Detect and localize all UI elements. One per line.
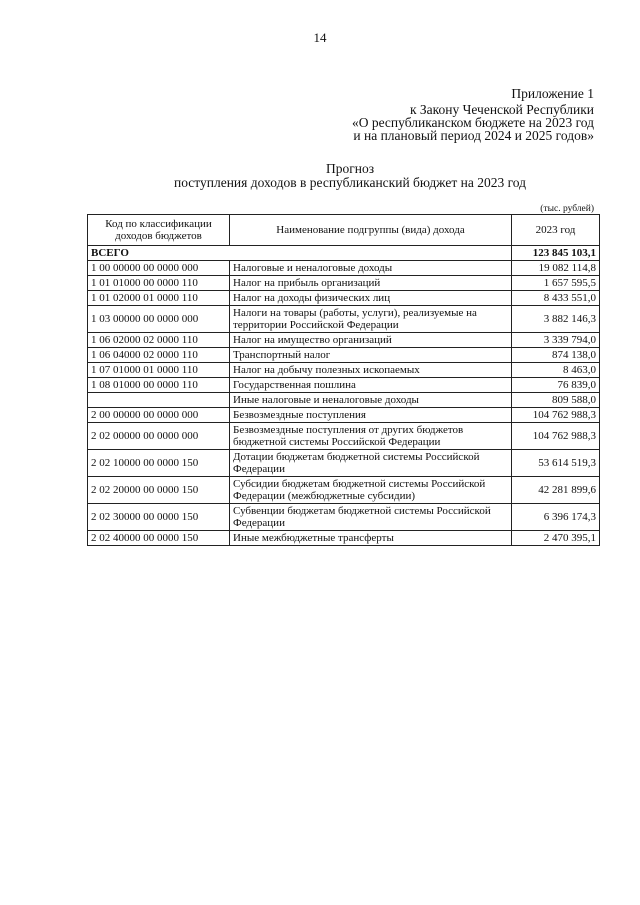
row-name: Налог на добычу полезных ископаемых xyxy=(230,363,512,378)
header-name: Наименование подгруппы (вида) дохода xyxy=(230,215,512,246)
row-name: Налог на доходы физических лиц xyxy=(230,291,512,306)
row-name: Субсидии бюджетам бюджетной системы Российской Федерации (межбюджетные субсидии) xyxy=(230,477,512,504)
appendix-line: «О республиканском бюджете на 2023 год xyxy=(351,115,594,130)
document-title xyxy=(0,162,640,190)
appendix-line: к Закону Чеченской Республики xyxy=(409,102,594,117)
row-code: 1 00 00000 00 0000 000 xyxy=(88,261,230,276)
appendix-header xyxy=(352,87,594,142)
appendix-line: и на плановый период 2024 и 2025 годов» xyxy=(353,128,594,143)
table-row xyxy=(88,276,600,291)
row-name: Налог на имущество организаций xyxy=(230,333,512,348)
table-header-row xyxy=(88,215,600,246)
row-code: 1 06 02000 02 0000 110 xyxy=(88,333,230,348)
row-name: Налоги на товары (работы, услуги), реализуемые на территории Российской Федерации xyxy=(230,306,512,333)
row-code: 2 02 30000 00 0000 150 xyxy=(88,504,230,531)
row-code: 1 08 01000 00 0000 110 xyxy=(88,378,230,393)
table-row xyxy=(88,408,600,423)
units-note: (тыс. рублей) xyxy=(540,204,594,214)
row-code xyxy=(88,393,230,408)
row-code: 2 02 40000 00 0000 150 xyxy=(88,531,230,546)
row-name: Транспортный налог xyxy=(230,348,512,363)
row-code: 2 02 10000 00 0000 150 xyxy=(88,450,230,477)
table-row xyxy=(88,333,600,348)
row-code: 2 00 00000 00 0000 000 xyxy=(88,408,230,423)
table-row xyxy=(88,261,600,276)
row-value: 104 762 988,3 xyxy=(512,423,600,450)
row-code: 1 06 04000 02 0000 110 xyxy=(88,348,230,363)
row-value: 8 433 551,0 xyxy=(512,291,600,306)
row-value: 1 657 595,5 xyxy=(512,276,600,291)
row-code: 2 02 20000 00 0000 150 xyxy=(88,477,230,504)
row-value: 2 470 395,1 xyxy=(512,531,600,546)
table-row xyxy=(88,363,600,378)
row-name: Субвенции бюджетам бюджетной системы Российской Федерации xyxy=(230,504,512,531)
table-row xyxy=(88,504,600,531)
row-value: 874 138,0 xyxy=(512,348,600,363)
table-row xyxy=(88,348,600,363)
row-code: 1 01 01000 00 0000 110 xyxy=(88,276,230,291)
total-value: 123 845 103,1 xyxy=(512,246,600,261)
row-value: 53 614 519,3 xyxy=(512,450,600,477)
header-code: Код по классификации доходов бюджетов xyxy=(88,215,230,246)
row-name: Налоговые и неналоговые доходы xyxy=(230,261,512,276)
row-name: Иные налоговые и неналоговые доходы xyxy=(230,393,512,408)
header-value: 2023 год xyxy=(512,215,600,246)
row-code: 1 03 00000 00 0000 000 xyxy=(88,306,230,333)
row-value: 104 762 988,3 xyxy=(512,408,600,423)
row-value: 76 839,0 xyxy=(512,378,600,393)
revenue-table xyxy=(87,214,600,546)
row-value: 42 281 899,6 xyxy=(512,477,600,504)
title-line: поступления доходов в республиканский бюджет на 2023 год xyxy=(173,175,526,190)
table-row xyxy=(88,291,600,306)
table-row xyxy=(88,378,600,393)
row-name: Дотации бюджетам бюджетной системы Российской Федерации xyxy=(230,450,512,477)
row-code: 2 02 00000 00 0000 000 xyxy=(88,423,230,450)
table-total-row xyxy=(88,246,600,261)
appendix-line: Приложение 1 xyxy=(511,86,594,101)
table-row xyxy=(88,450,600,477)
row-value: 3 339 794,0 xyxy=(512,333,600,348)
row-value: 6 396 174,3 xyxy=(512,504,600,531)
row-code: 1 07 01000 01 0000 110 xyxy=(88,363,230,378)
row-name: Налог на прибыль организаций xyxy=(230,276,512,291)
row-name: Безвозмездные поступления xyxy=(230,408,512,423)
row-value: 19 082 114,8 xyxy=(512,261,600,276)
row-value: 3 882 146,3 xyxy=(512,306,600,333)
row-name: Государственная пошлина xyxy=(230,378,512,393)
row-code: 1 01 02000 01 0000 110 xyxy=(88,291,230,306)
table-row xyxy=(88,306,600,333)
row-value: 8 463,0 xyxy=(512,363,600,378)
table-row xyxy=(88,477,600,504)
row-value: 809 588,0 xyxy=(512,393,600,408)
table-row xyxy=(88,423,600,450)
title-line: Прогноз xyxy=(325,161,375,176)
table-row xyxy=(88,393,600,408)
page-number: 14 xyxy=(313,30,327,45)
table-row xyxy=(88,531,600,546)
total-label: ВСЕГО xyxy=(88,246,512,261)
row-name: Иные межбюджетные трансферты xyxy=(230,531,512,546)
row-name: Безвозмездные поступления от других бюджетов бюджетной системы Российской Федерации xyxy=(230,423,512,450)
